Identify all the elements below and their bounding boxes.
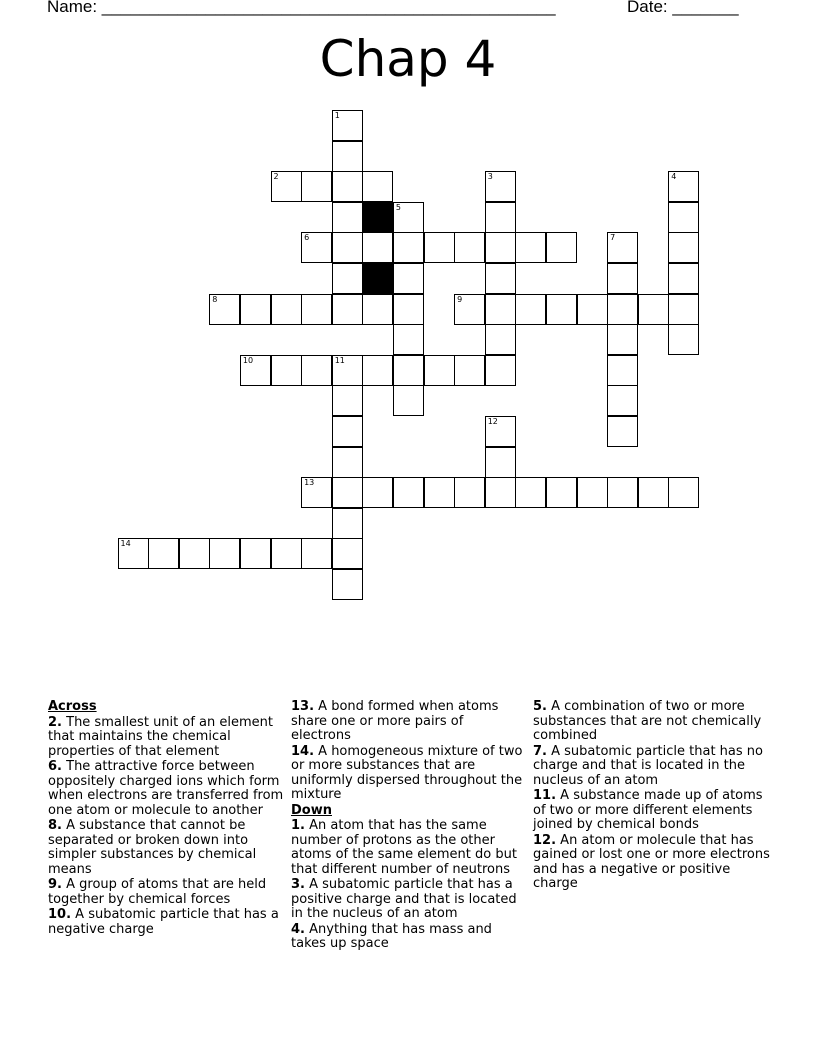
grid-cell[interactable] — [546, 294, 577, 325]
clue-across-13: 13. A bond formed when atoms share one or more pairs of electrons — [291, 699, 499, 743]
grid-cell[interactable] — [424, 355, 455, 386]
clues-column-2 — [291, 700, 527, 953]
clue-number: 5 — [395, 202, 401, 212]
grid-cell[interactable] — [638, 294, 669, 325]
clue-number: 11 — [334, 355, 345, 365]
grid-cell[interactable] — [607, 355, 638, 386]
puzzle-title: Chap 4 — [319, 30, 497, 88]
clue-down-5: 5. A combination of two or more substances that are not chemically combined — [533, 699, 762, 743]
clue-down-3: 3. A subatomic particle that has a positive charge and that is located in the nucleus of an atom — [291, 877, 517, 921]
grid-cell[interactable] — [607, 294, 638, 325]
grid-cell[interactable] — [332, 110, 363, 141]
grid-cell[interactable] — [393, 232, 424, 263]
clue-across-2: 2. The smallest unit of an element that maintains the chemical properties of that element — [48, 714, 273, 759]
grid-cell[interactable] — [362, 232, 393, 263]
grid-cell[interactable] — [485, 171, 516, 202]
grid-cell[interactable] — [424, 477, 455, 508]
grid-cell[interactable] — [332, 263, 363, 294]
grid-cell[interactable] — [515, 294, 546, 325]
grid-cell[interactable] — [638, 477, 669, 508]
grid-cell[interactable] — [332, 171, 363, 202]
grid-cell[interactable] — [668, 171, 699, 202]
grid-cell[interactable] — [271, 355, 302, 386]
grid-cell[interactable] — [668, 232, 699, 263]
grid-cell[interactable] — [668, 202, 699, 233]
grid-cell[interactable] — [607, 416, 638, 447]
grid-cell[interactable] — [577, 294, 608, 325]
grid-cell[interactable] — [209, 538, 240, 569]
grid-cell[interactable] — [271, 538, 302, 569]
clue-across-14: 14. A homogeneous mixture of two or more substances that are uniformly dispersed throughout the mixture — [291, 743, 523, 802]
grid-cell[interactable] — [393, 202, 424, 233]
clues-column-3 — [533, 700, 773, 893]
clue-number: 1 — [334, 111, 340, 120]
grid-cell[interactable] — [240, 355, 271, 386]
date-field-label: Date: _______ — [627, 0, 739, 16]
clue-number: 9 — [457, 294, 463, 304]
grid-cell[interactable] — [332, 355, 363, 386]
grid-cell[interactable] — [118, 538, 149, 569]
grid-cell[interactable] — [668, 263, 699, 294]
grid-cell[interactable] — [393, 294, 424, 325]
grid-cell[interactable] — [454, 232, 485, 263]
grid-cell[interactable] — [546, 477, 577, 508]
grid-cell[interactable] — [454, 355, 485, 386]
grid-cell[interactable] — [362, 355, 393, 386]
grid-cell[interactable] — [668, 477, 699, 508]
grid-cell[interactable] — [424, 232, 455, 263]
clue-number: 8 — [212, 294, 218, 304]
grid-cell[interactable] — [332, 416, 363, 447]
grid-cell[interactable] — [332, 538, 363, 569]
grid-cell[interactable] — [271, 294, 302, 325]
grid-cell[interactable] — [485, 477, 516, 508]
grid-cell[interactable] — [607, 324, 638, 355]
clue-number: 12 — [487, 417, 498, 426]
grid-cell[interactable] — [301, 355, 332, 386]
grid-cell[interactable] — [393, 355, 424, 386]
grid-cell[interactable] — [485, 232, 516, 263]
grid-cell[interactable] — [301, 171, 332, 202]
grid-cell[interactable] — [240, 294, 271, 325]
across-heading: Across — [48, 699, 97, 714]
grid-cell[interactable] — [485, 263, 516, 294]
grid-cell-black — [362, 263, 393, 294]
grid-cell[interactable] — [515, 477, 546, 508]
grid-cell[interactable] — [454, 294, 485, 325]
grid-cell[interactable] — [668, 324, 699, 355]
grid-cell[interactable] — [607, 232, 638, 263]
grid-cell[interactable] — [271, 171, 302, 202]
clue-number: 10 — [242, 355, 254, 365]
grid-cell[interactable] — [179, 538, 210, 569]
grid-cell[interactable] — [393, 477, 424, 508]
grid-cell[interactable] — [240, 538, 271, 569]
grid-cell[interactable] — [362, 477, 393, 508]
grid-cell[interactable] — [332, 141, 363, 172]
grid-cell[interactable] — [668, 294, 699, 325]
clue-down-1: 1. An atom that has the same number of protons as the other atoms of the same element do but that different number of neutrons — [291, 818, 517, 877]
grid-cell[interactable] — [332, 477, 363, 508]
grid-cell[interactable] — [485, 294, 516, 325]
clue-down-12: 12. An atom or molecule that has gained or lost one or more electrons and has a negative or positive charge — [533, 832, 770, 891]
grid-cell[interactable] — [485, 355, 516, 386]
grid-cell-black — [362, 202, 393, 233]
clue-number: 13 — [304, 478, 315, 488]
clue-number: 6 — [304, 233, 310, 243]
grid-cell[interactable] — [209, 294, 240, 325]
grid-cell[interactable] — [301, 477, 332, 508]
grid-cell[interactable] — [301, 294, 332, 325]
grid-cell[interactable] — [301, 538, 332, 569]
clue-down-11: 11. A substance made up of atoms of two or more different elements joined by chemical bonds — [533, 788, 763, 832]
grid-cell[interactable] — [332, 232, 363, 263]
grid-cell[interactable] — [332, 569, 363, 600]
clue-down-7: 7. A subatomic particle that has no charge and that is located in the nucleus of an atom — [533, 743, 763, 788]
clue-across-6: 6. The attractive force between oppositely charged ions which form when electrons are transferred from one atom or molecule to another — [48, 759, 284, 818]
grid-cell[interactable] — [454, 477, 485, 508]
grid-cell[interactable] — [393, 385, 424, 416]
grid-cell[interactable] — [332, 202, 363, 233]
grid-cell[interactable] — [546, 232, 577, 263]
grid-cell[interactable] — [607, 263, 638, 294]
grid-cell[interactable] — [362, 294, 393, 325]
grid-cell[interactable] — [485, 202, 516, 233]
clue-number: 2 — [273, 172, 279, 182]
grid-cell[interactable] — [148, 538, 179, 569]
grid-cell[interactable] — [301, 232, 332, 263]
clue-across-10: 10. A subatomic particle that has a negative charge — [48, 907, 279, 937]
clue-number: 4 — [671, 172, 677, 182]
clue-across-9: 9. A group of atoms that are held together by chemical forces — [48, 877, 267, 907]
grid-cell[interactable] — [332, 447, 363, 478]
name-field-label: Name: ________________________________________________ — [47, 0, 556, 16]
grid-cell[interactable] — [485, 324, 516, 355]
clue-down-4: 4. Anything that has mass and takes up space — [291, 921, 492, 951]
grid-cell[interactable] — [485, 447, 516, 478]
clue-across-8: 8. A substance that cannot be separated or broken down into simpler substances by chemical means — [48, 818, 257, 877]
grid-cell[interactable] — [393, 263, 424, 294]
clues-column-1 — [48, 700, 284, 938]
grid-cell[interactable] — [332, 385, 363, 416]
clue-number: 7 — [610, 233, 616, 243]
grid-cell[interactable] — [577, 477, 608, 508]
grid-cell[interactable] — [607, 385, 638, 416]
clue-number: 3 — [487, 172, 493, 182]
grid-cell[interactable] — [607, 477, 638, 508]
grid-cell[interactable] — [393, 324, 424, 355]
grid-cell[interactable] — [485, 416, 516, 447]
down-heading: Down — [291, 802, 332, 818]
grid-cell[interactable] — [515, 232, 546, 263]
grid-cell[interactable] — [362, 171, 393, 202]
grid-cell[interactable] — [332, 508, 363, 539]
grid-cell[interactable] — [332, 294, 363, 325]
clue-number: 14 — [120, 539, 131, 549]
